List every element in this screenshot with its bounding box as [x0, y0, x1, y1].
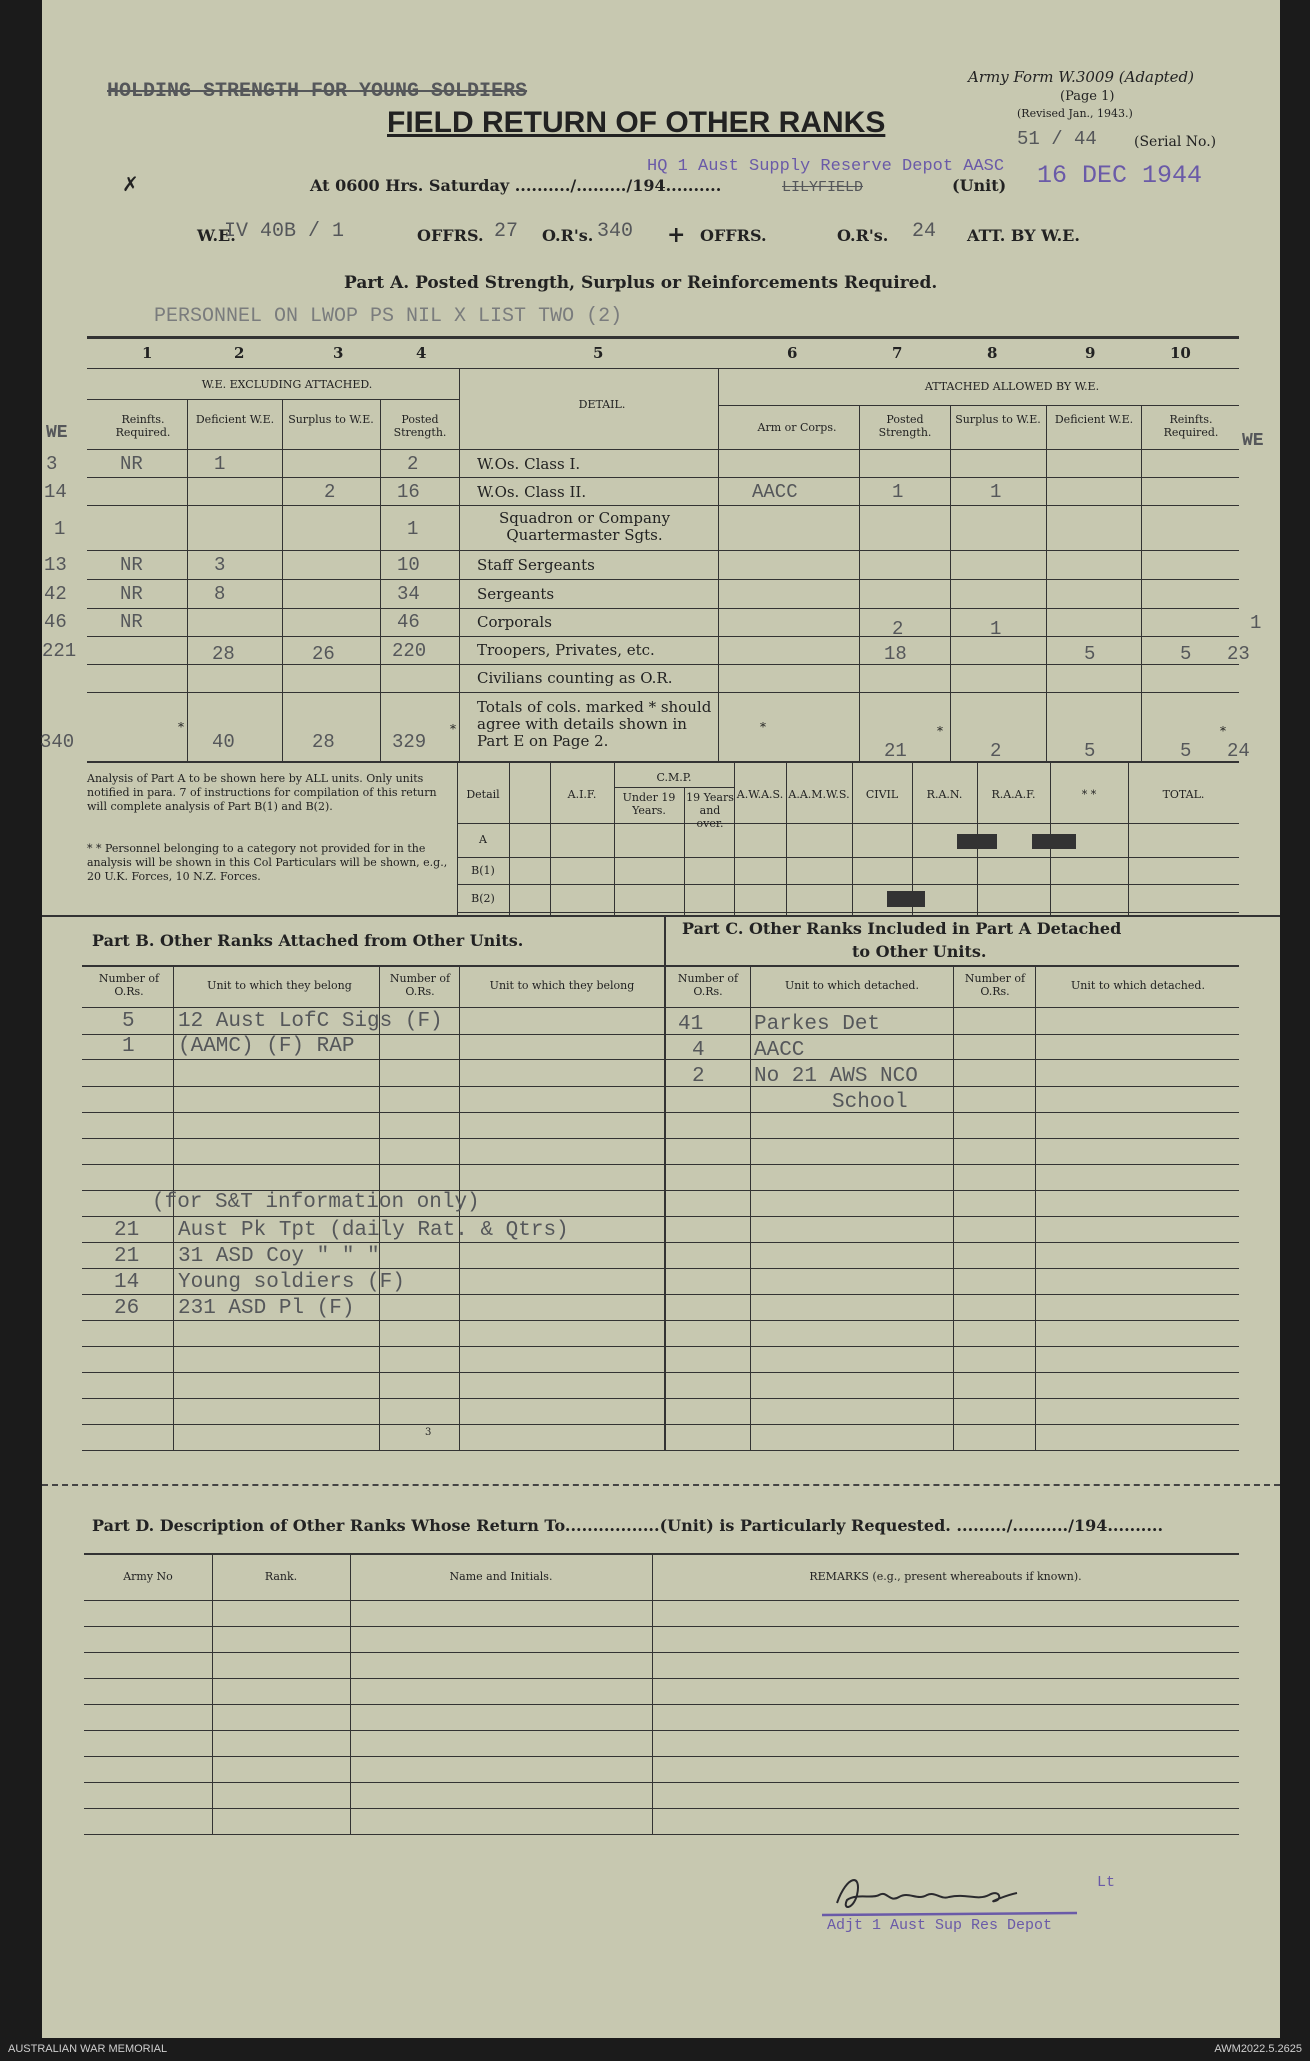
total-we: 340	[40, 731, 75, 753]
we-left-label: WE	[46, 423, 68, 443]
arm-value: AACC	[752, 481, 798, 503]
form-sheet	[42, 0, 1280, 2038]
analysis-row-a: A	[479, 833, 487, 846]
form-id: Army Form W.3009 (Adapted)	[968, 68, 1194, 86]
st-count: 26	[114, 1297, 140, 1320]
deficient2-value: 5	[1084, 643, 1096, 665]
reinfts-value: NR	[120, 611, 143, 633]
serial-number: 51 / 44	[1017, 128, 1097, 150]
part-c-unit-header: Unit to which detached.	[785, 979, 919, 992]
surplus-value: 2	[324, 481, 336, 503]
analysis-over19: 19 Years and over.	[686, 791, 734, 831]
part-c-num-header: Number of O.Rs.	[677, 972, 739, 999]
we-label: W.E.	[197, 226, 236, 245]
ors-label: O.R's.	[542, 226, 594, 245]
detail-label: Sergeants	[477, 585, 555, 603]
totals-note: Totals of cols. marked * should agree with details shown in Part E on Page 2.	[477, 698, 712, 750]
posted-value: 34	[397, 583, 420, 605]
ors2-label: O.R's.	[837, 226, 889, 245]
surplus2-value: 1	[990, 481, 1002, 503]
analysis-civil: CIVIL	[865, 788, 899, 801]
signature-rank: Lt	[1097, 1874, 1116, 1891]
col-number: 2	[234, 344, 245, 362]
part-c-num-header-2: Number of O.Rs.	[964, 972, 1026, 999]
part-d-name: Name and Initials.	[449, 1570, 553, 1583]
header-surplus: Surplus to W.E.	[288, 413, 374, 426]
serial-label: (Serial No.)	[1134, 134, 1217, 150]
col-number: 8	[987, 344, 998, 362]
unit-label: (Unit)	[952, 176, 1007, 195]
analysis-detail-header: Detail	[466, 788, 500, 801]
redaction-mark	[957, 834, 997, 849]
total-marker: *	[178, 720, 184, 734]
redaction-mark	[1032, 834, 1076, 849]
cross-mark: ✗	[122, 172, 139, 196]
header-reinfts2: Reinfts. Required.	[1163, 413, 1219, 440]
header-deficient: Deficient W.E.	[195, 413, 275, 426]
part-b-count: 1	[122, 1035, 135, 1058]
posted-value: 2	[407, 453, 419, 475]
archive-footer	[0, 2038, 1310, 2061]
col-number: 3	[333, 344, 344, 362]
part-b-title: Part B. Other Ranks Attached from Other Units.	[92, 931, 524, 950]
we-value: IV 40B / 1	[224, 220, 345, 243]
st-note: (for S&T information only)	[152, 1191, 480, 1214]
total-marker: *	[1220, 724, 1226, 738]
posted-value: 10	[397, 554, 420, 576]
analysis-aif: A.I.F.	[567, 788, 597, 801]
struck-title: HOLDING STRENGTH FOR YOUNG SOLDIERS	[107, 80, 528, 103]
part-c-count: 4	[692, 1039, 705, 1062]
offrs-label: OFFRS.	[417, 226, 484, 245]
total-surplus2: 2	[990, 740, 1002, 762]
total-marker: *	[760, 720, 766, 734]
st-unit: 231 ASD Pl (F)	[178, 1297, 355, 1320]
part-d-remarks: REMARKS (e.g., present whereabouts if known).	[809, 1570, 1082, 1583]
part-c-unit: Parkes Det	[754, 1013, 881, 1036]
form-title: FIELD RETURN OF OTHER RANKS	[387, 106, 886, 139]
col-number: 10	[1170, 344, 1191, 362]
deficient-value: 3	[214, 554, 226, 576]
detail-label: Staff Sergeants	[477, 556, 595, 574]
part-d-rank: Rank.	[264, 1570, 298, 1583]
part-b-unit-header-2: Unit to which they belong	[489, 979, 635, 992]
unit-stamp: HQ 1 Aust Supply Reserve Depot AASC	[647, 157, 1005, 176]
header-deficient2: Deficient W.E.	[1054, 413, 1134, 426]
offrs-value: 27	[494, 220, 519, 243]
st-count: 21	[114, 1219, 140, 1242]
part-a-title: Part A. Posted Strength, Surplus or Reinforcements Required.	[344, 273, 938, 293]
st-unit: Aust Pk Tpt (daily Rat. & Qtrs)	[178, 1219, 569, 1242]
group-attached-allowed: ATTACHED ALLOWED BY W.E.	[924, 380, 1100, 393]
footer-source: AUSTRALIAN WAR MEMORIAL	[8, 2043, 168, 2055]
part-c-title-2: to Other Units.	[852, 942, 987, 961]
analysis-aamws: A.A.M.W.S.	[788, 788, 850, 801]
st-unit: 31 ASD Coy " " "	[178, 1245, 380, 1268]
total-we-right: 24	[1227, 740, 1250, 762]
footer-accession: AWM2022.5.2625	[1214, 2043, 1302, 2055]
analysis-note: Analysis of Part A to be shown here by ALL units. Only units notified in para. 7 of instructions for compilation of this return will complete analysis of Part B(1) and B(2).	[87, 772, 437, 813]
reinfts-value: NR	[120, 453, 143, 475]
deficient-value: 1	[214, 453, 226, 475]
part-b-unit: (AAMC) (F) RAP	[178, 1035, 355, 1058]
analysis-row-b2: B(2)	[471, 892, 495, 905]
total-deficient: 40	[212, 731, 235, 753]
detail-label: W.Os. Class II.	[477, 483, 587, 501]
page-mark: 3	[425, 1427, 432, 1438]
part-c-unit: School	[832, 1091, 908, 1114]
place-struck: LILYFIELD	[782, 179, 864, 196]
header-reinfts: Reinfts. Required.	[115, 413, 171, 440]
lwop-note: PERSONNEL ON LWOP PS NIL X LIST TWO (2)	[154, 305, 623, 328]
analysis-awas: A.W.A.S.	[736, 788, 784, 801]
st-count: 21	[114, 1245, 140, 1268]
posted2-value: 1	[892, 481, 904, 503]
detail-header: DETAIL.	[578, 398, 626, 411]
analysis-ran: R.A.N.	[926, 788, 963, 801]
part-c-unit-header-2: Unit to which detached.	[1071, 979, 1205, 992]
redaction-mark	[887, 891, 925, 907]
st-unit: Young soldiers (F)	[178, 1271, 405, 1294]
reinfts2-value: 5	[1180, 643, 1192, 665]
header-surplus2: Surplus to W.E.	[955, 413, 1041, 426]
we-value: 3	[46, 453, 58, 475]
header-posted: Posted Strength.	[393, 413, 447, 440]
total-marker: *	[937, 724, 943, 738]
we-value: 46	[44, 611, 67, 633]
detail-label: Corporals	[477, 613, 552, 631]
col-number: 1	[142, 344, 153, 362]
deficient-value: 8	[214, 583, 226, 605]
plus-sign: +	[667, 222, 686, 248]
total-surplus: 28	[312, 731, 335, 753]
part-b-count: 5	[122, 1010, 135, 1033]
part-c-unit: No 21 AWS NCO	[754, 1065, 918, 1088]
dashed-divider	[42, 1484, 1280, 1486]
total-marker: *	[450, 722, 456, 736]
we-right-label: WE	[1242, 431, 1264, 451]
surplus2-value: 1	[990, 618, 1002, 640]
col-number: 5	[593, 344, 604, 362]
part-b-num-header-2: Number of O.Rs.	[389, 972, 451, 999]
offrs2-label: OFFRS.	[700, 226, 767, 245]
col-number: 6	[787, 344, 798, 362]
date-stamp: 16 DEC 1944	[1037, 161, 1203, 190]
ors2-value: 24	[912, 220, 937, 243]
analysis-row-b1: B(1)	[471, 864, 495, 877]
detail-label: Troopers, Privates, etc.	[477, 641, 655, 659]
surplus-value: 26	[312, 643, 335, 665]
we-right-value: 1	[1250, 612, 1262, 634]
col-number: 7	[892, 344, 903, 362]
part-c-unit: AACC	[754, 1039, 805, 1062]
col-number: 9	[1085, 344, 1096, 362]
analysis-under19: Under 19 Years.	[622, 791, 676, 818]
analysis-cmp: C.M.P.	[656, 771, 692, 784]
posted-value: 220	[392, 640, 427, 662]
total-posted: 329	[392, 731, 427, 753]
signature	[817, 1855, 1117, 1925]
total-deficient2: 5	[1084, 740, 1096, 762]
time-line: At 0600 Hrs. Saturday ........../........./194..........	[310, 176, 722, 195]
posted-value: 1	[407, 518, 419, 540]
we-value: 221	[42, 640, 77, 662]
part-d-army-no: Army No	[123, 1570, 173, 1583]
part-c-count: 2	[692, 1065, 705, 1088]
revised-date: (Revised Jan., 1943.)	[1017, 107, 1133, 120]
part-b-unit-header: Unit to which they belong	[207, 979, 352, 992]
we-value: 42	[44, 583, 67, 605]
page-number: (Page 1)	[1060, 89, 1115, 104]
reinfts-value: NR	[120, 583, 143, 605]
analysis-total: TOTAL.	[1162, 788, 1205, 801]
group-we-excluding: W.E. EXCLUDING ATTACHED.	[201, 378, 373, 391]
ors-value: 340	[597, 220, 634, 243]
reinfts-value: NR	[120, 554, 143, 576]
we-right-value: 23	[1227, 643, 1250, 665]
total-posted2: 21	[884, 740, 907, 762]
analysis-other: * *	[1081, 788, 1097, 801]
detail-label: Squadron or Company Quartermaster Sgts.	[498, 509, 671, 545]
posted-value: 16	[397, 481, 420, 503]
st-count: 14	[114, 1271, 140, 1294]
signature-title: Adjt 1 Aust Sup Res Depot	[827, 1917, 1053, 1934]
analysis-note: * * Personnel belonging to a category not provided for in the analysis will be shown in this Col Particulars will be shown, e.g., 20 U.K. Forces, 10 N.Z. Forces.	[87, 842, 448, 883]
we-value: 13	[44, 554, 67, 576]
part-c-count: 41	[678, 1013, 704, 1036]
header-posted2: Posted Strength.	[878, 413, 932, 440]
posted-value: 46	[397, 611, 420, 633]
col-number: 4	[416, 344, 427, 362]
total-reinfts2: 5	[1180, 740, 1192, 762]
part-b-unit: 12 Aust LofC Sigs (F)	[178, 1010, 443, 1033]
part-c-title: Part C. Other Ranks Included in Part A Detached	[682, 919, 1122, 938]
deficient-value: 28	[212, 643, 235, 665]
posted2-value: 2	[892, 618, 904, 640]
detail-label: Civilians counting as O.R.	[477, 669, 673, 687]
part-d-title: Part D. Description of Other Ranks Whose Return To.................(Unit) is Particularly Requested. ........./........../194..........	[92, 1516, 1164, 1535]
we-value: 1	[54, 518, 66, 540]
analysis-raaf: R.A.A.F.	[991, 788, 1036, 801]
part-b-num-header: Number of O.Rs.	[98, 972, 160, 999]
we-value: 14	[44, 481, 67, 503]
posted2-value: 18	[884, 643, 907, 665]
detail-label: W.Os. Class I.	[477, 455, 581, 473]
header-arm: Arm or Corps.	[757, 421, 837, 434]
att-label: ATT. BY W.E.	[967, 226, 1080, 245]
